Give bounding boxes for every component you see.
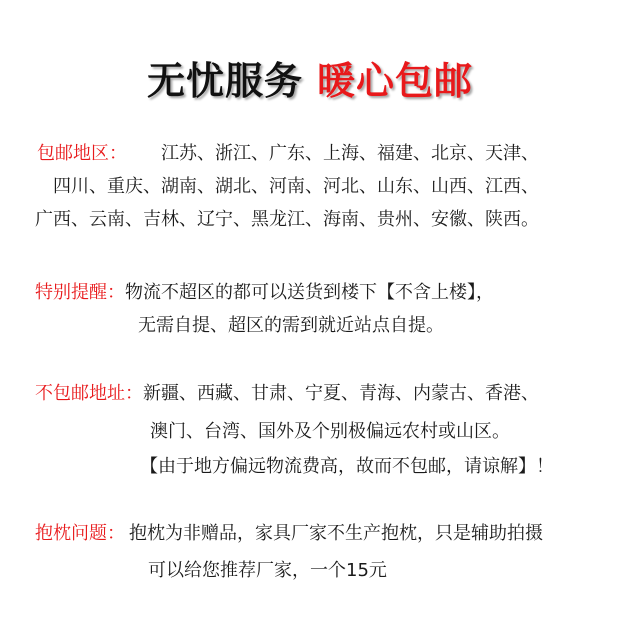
excluded-line-3: 【由于地方偏远物流费高，故而不包邮，请谅解】！	[140, 456, 554, 477]
free-shipping-line-1	[37, 142, 539, 166]
free-shipping-text-1: 江苏、浙江、广东、上海、福建、北京、天津、	[161, 143, 539, 164]
pillow-text-1: 抱枕为非赠品，家具厂家不生产抱枕，只是辅助拍摄	[129, 523, 543, 544]
free-shipping-label: 包邮地区：	[37, 143, 127, 164]
reminder-line-2: 无需自提、超区的需到就近站点自提。	[138, 315, 444, 336]
pillow-label: 抱枕问题：	[35, 523, 125, 544]
title-black-text: 无忧服务	[146, 59, 303, 103]
excluded-line-1	[35, 382, 539, 406]
pillow-line-1	[35, 522, 543, 546]
free-shipping-line-3: 广西、云南、吉林、辽宁、黑龙江、海南、贵州、安徽、陕西。	[35, 209, 539, 230]
excluded-text-1: 新疆、西藏、甘肃、宁夏、青海、内蒙古、香港、	[143, 383, 539, 404]
excluded-label: 不包邮地址：	[35, 383, 143, 404]
reminder-label: 特别提醒：	[35, 282, 125, 303]
reminder-line-1	[35, 281, 494, 305]
pillow-line-2: 可以给您推荐厂家，一个15元	[148, 560, 387, 581]
free-shipping-line-2: 四川、重庆、湖南、湖北、河南、河北、山东、山西、江西、	[53, 176, 539, 197]
excluded-line-2: 澳门、台湾、国外及个别极偏远农村或山区。	[150, 421, 510, 442]
title-red-text: 暖心包邮	[317, 59, 474, 103]
reminder-text-1: 物流不超区的都可以送货到楼下【不含上楼】，	[125, 282, 494, 303]
page-title	[0, 50, 620, 105]
